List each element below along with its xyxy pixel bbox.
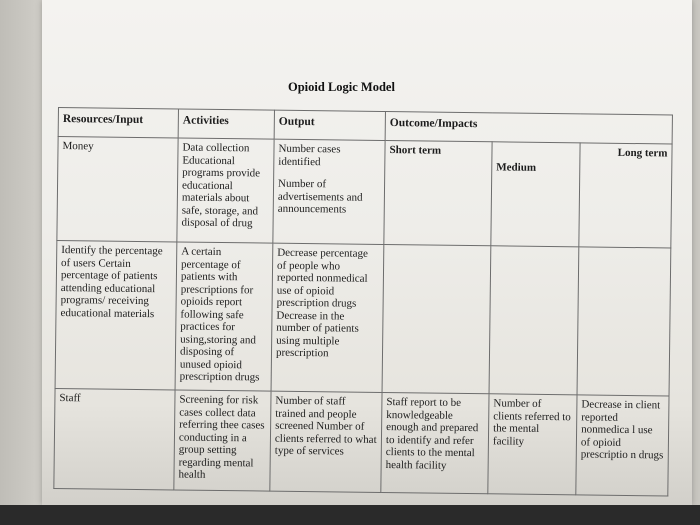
row1-output xyxy=(273,139,385,244)
background-edge xyxy=(0,0,42,505)
subheader-medium: Medium xyxy=(496,161,537,174)
row3-output: Number of staff trained and people screened Number of clients referred to what type of services xyxy=(270,391,382,492)
row2-resources: Identify the percentage of users Certain percentage of patients attending educational programs/ receiving educational materials xyxy=(55,240,177,389)
row1-output-b: Number of advertisements and announcements xyxy=(277,177,363,216)
header-activities: Activities xyxy=(178,109,274,139)
table-row xyxy=(54,388,669,495)
header-resources: Resources/Input xyxy=(58,108,178,138)
header-output: Output xyxy=(274,110,385,140)
screen-bottom-edge xyxy=(0,505,700,525)
row3-long: Decrease in client reported nonmedica l use of opioid prescriptio n drugs xyxy=(576,395,669,496)
row2-output: Decrease percentage of people who reported nonmedical use of opioid prescription drugs Decrease in the number of patients using multiple prescription xyxy=(271,243,384,392)
row2-medium xyxy=(489,246,579,395)
row3-activities: Screening for risk cases collect data referring thee cases conducting in a group setting regarding mental health xyxy=(174,390,271,491)
row1-resources: Money xyxy=(57,137,178,242)
row1-long xyxy=(579,143,672,248)
row3-resources: Staff xyxy=(54,388,175,489)
row1-short xyxy=(384,140,492,245)
table-row xyxy=(55,240,671,395)
header-outcome: Outcome/Impacts xyxy=(385,112,672,145)
row1-output-a: Number cases identified xyxy=(278,142,341,168)
subheader-long-term: Long term xyxy=(617,146,668,160)
row1-activities: Data collection Educational programs provide educational materials about safe, storage, and disposal of drug xyxy=(177,138,274,243)
row2-long xyxy=(577,247,671,396)
row3-short: Staff report to be knowledgeable enough and prepared to identify and refer clients to the mental health facility xyxy=(381,392,489,493)
logic-model-table xyxy=(53,107,673,496)
table-row xyxy=(57,137,672,248)
row3-medium: Number of clients referred to the mental facility xyxy=(488,394,577,495)
document-title: Opioid Logic Model xyxy=(288,80,395,94)
row1-medium xyxy=(491,142,580,247)
row2-activities: A certain percentage of patients with prescriptions for opioids report following safe practices for using,storing and disposing of unused opioid prescription drugs xyxy=(175,242,273,391)
row2-short xyxy=(382,244,491,393)
subheader-short-term: Short term xyxy=(389,144,442,157)
